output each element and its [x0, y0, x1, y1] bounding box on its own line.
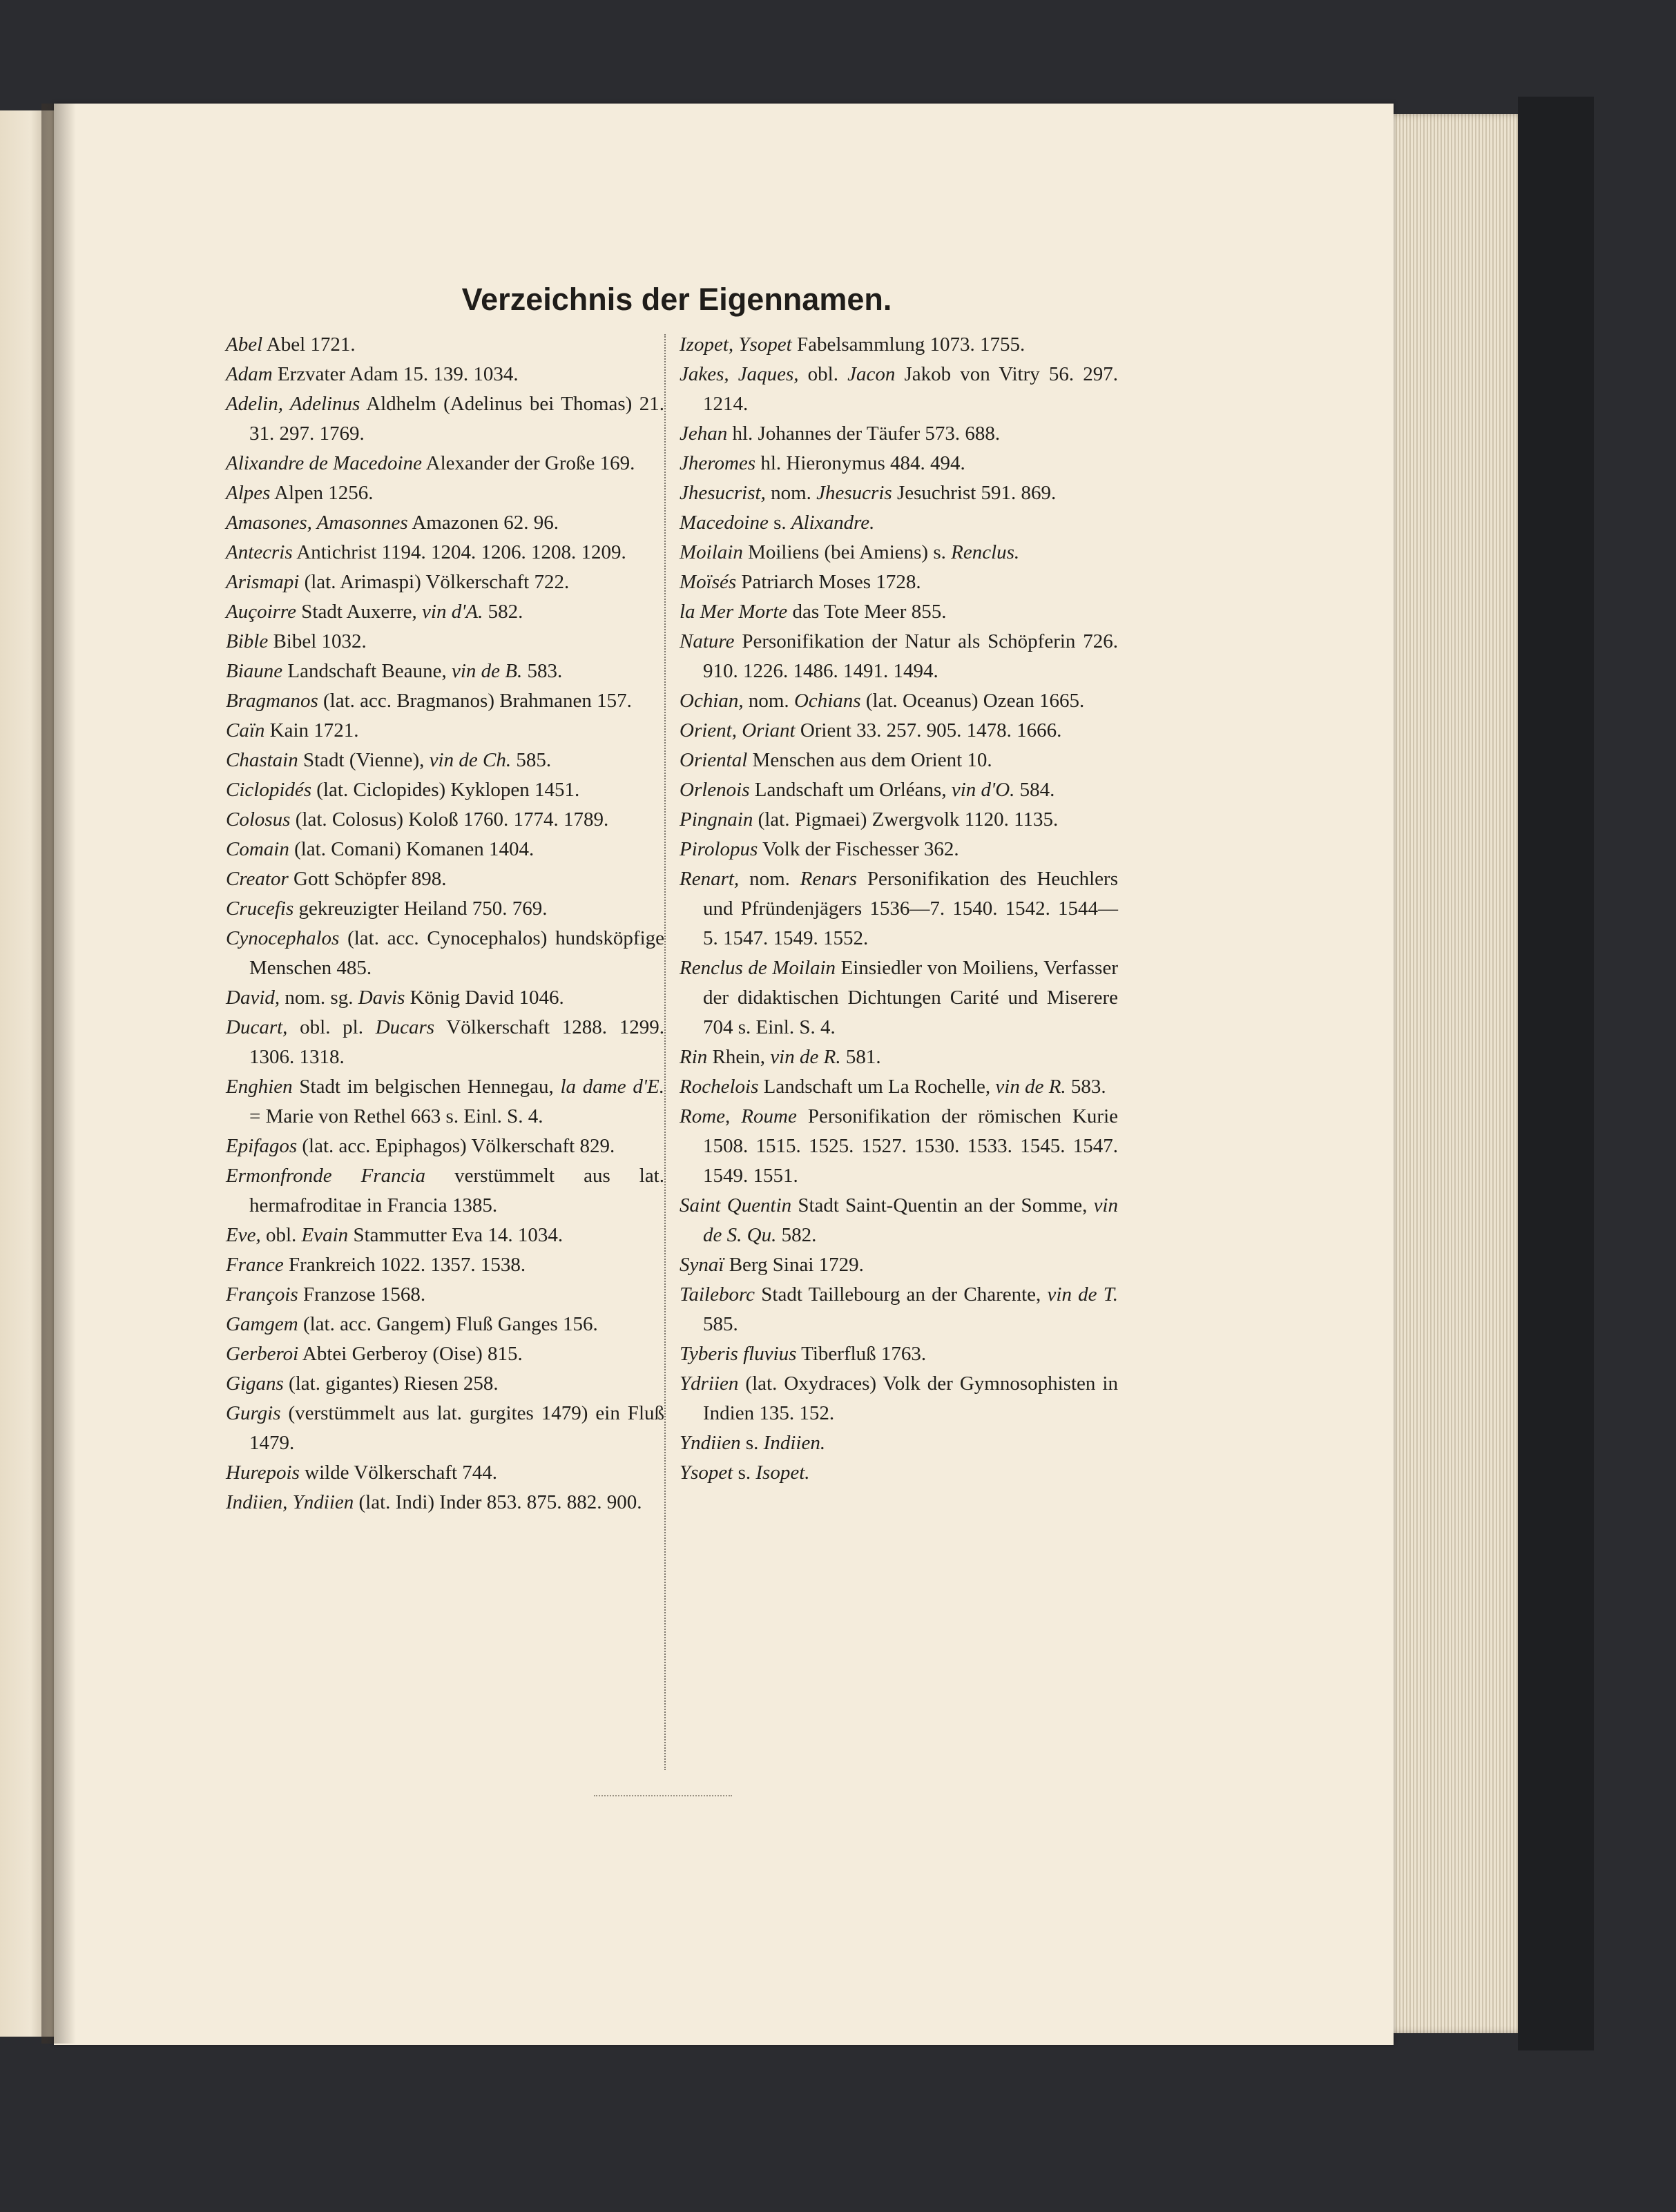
- index-entry: [680, 508, 1118, 538]
- entry-text-secondary: Jakob von Vitry 56. 297. 1214.: [703, 363, 1118, 415]
- entry-term-secondary: vin d'O.: [951, 779, 1015, 801]
- entry-term-secondary: Ochians: [793, 690, 861, 712]
- entry-term-secondary: Evain: [301, 1224, 349, 1246]
- entry-term: Jhesucrist,: [680, 482, 766, 504]
- index-entry: [226, 360, 664, 389]
- entry-text-secondary: = Marie von Rethel 663 s. Einl. S. 4.: [249, 1105, 543, 1127]
- entry-term: Colosus: [226, 808, 291, 831]
- entry-term-secondary: Alixandre.: [791, 512, 875, 534]
- entry-term-secondary: Indiien.: [763, 1432, 826, 1454]
- entry-text: Kain 1721.: [264, 719, 359, 741]
- spine-shadow: [41, 104, 76, 2044]
- entry-term: Izopet, Ysopet: [680, 333, 792, 356]
- entry-text: obl. pl.: [287, 1016, 376, 1038]
- entry-term: Crucefis: [226, 898, 294, 920]
- entry-text: (lat. Comani) Komanen 1404.: [289, 838, 534, 860]
- entry-text-secondary: 582.: [483, 601, 523, 623]
- index-entry: [226, 1339, 664, 1369]
- entry-term: Amasones, Amasonnes: [226, 512, 408, 534]
- entry-term: Abel: [226, 333, 263, 356]
- entry-text: Gott Schöpfer 898.: [288, 868, 447, 890]
- entry-text: wilde Völkerschaft 744.: [299, 1462, 498, 1484]
- entry-text: Antichrist 1194. 1204. 1206. 1208. 1209.: [292, 541, 626, 563]
- entry-term: Oriental: [680, 749, 748, 771]
- index-entry: [226, 924, 664, 983]
- index-entry: [226, 1250, 664, 1280]
- entry-term: Ermonfronde Francia: [226, 1165, 426, 1187]
- entry-text: (lat. Arimaspi) Völkerschaft 722.: [299, 571, 570, 593]
- entry-text: (lat. Pigmaei) Zwergvolk 1120. 1135.: [753, 808, 1059, 831]
- entry-term: Ysopet: [680, 1462, 733, 1484]
- index-entry: [680, 775, 1118, 805]
- index-entry: [226, 508, 664, 538]
- entry-text: Bibel 1032.: [268, 630, 367, 652]
- left-column: [226, 330, 664, 1517]
- index-entry: [226, 389, 664, 449]
- entry-text: (lat. Oxydraces) Volk der Gymnosophisten in Indien 135. 152.: [703, 1372, 1118, 1424]
- entry-text: Alpen 1256.: [270, 482, 374, 504]
- index-entry: [226, 1369, 664, 1399]
- right-column: [680, 330, 1118, 1488]
- entry-term: Auçoirre: [226, 601, 297, 623]
- entry-text: hl. Johannes der Täufer 573. 688.: [727, 423, 1001, 445]
- entry-term: Ochian,: [680, 690, 744, 712]
- entry-text-secondary: Stammutter Eva 14. 1034.: [348, 1224, 564, 1246]
- entry-text-secondary: Personifikation des Heuchlers und Pfründenjägers 1536—7. 1540. 1542. 1544—5. 1547. 1549. 1552.: [703, 868, 1118, 949]
- entry-term: Rome, Roume: [680, 1105, 797, 1127]
- entry-term: Adam: [226, 363, 273, 385]
- index-entry: [680, 1428, 1118, 1458]
- entry-text: (lat. acc. Cynocephalos) hundsköpfige Menschen 485.: [249, 927, 664, 979]
- entry-term: Orient, Oriant: [680, 719, 796, 741]
- entry-text: obl.: [260, 1224, 302, 1246]
- entry-text: (lat. acc. Epiphagos) Völkerschaft 829.: [297, 1135, 615, 1157]
- entry-term: Moïsés: [680, 571, 737, 593]
- entry-text: nom.: [739, 868, 800, 890]
- entry-term: Synaï: [680, 1254, 724, 1276]
- index-entry: [680, 538, 1118, 567]
- index-entry: [226, 1161, 664, 1221]
- column-divider: [664, 334, 666, 1770]
- index-entry: [226, 1221, 664, 1250]
- entry-text-secondary: König David 1046.: [405, 987, 564, 1009]
- entry-term: la Mer Morte: [680, 601, 788, 623]
- entry-term-secondary: vin de T.: [1047, 1283, 1118, 1306]
- entry-text-secondary: 583.: [1066, 1076, 1106, 1098]
- index-entry: [226, 835, 664, 864]
- index-entry: [680, 597, 1118, 627]
- entry-text: Landschaft um La Rochelle,: [758, 1076, 996, 1098]
- entry-term: Pirolopus: [680, 838, 758, 860]
- entry-term: Tyberis fluvius: [680, 1343, 797, 1365]
- entry-text: Stadt im belgischen Hennegau,: [292, 1076, 561, 1098]
- entry-term: Jehan: [680, 423, 728, 445]
- index-entry: [680, 449, 1118, 478]
- entry-term: Gamgem: [226, 1313, 298, 1335]
- index-entry: [680, 805, 1118, 835]
- entry-term-secondary: Renars: [800, 868, 857, 890]
- entry-term: Antecris: [226, 541, 293, 563]
- index-entry: [680, 835, 1118, 864]
- index-entry: [226, 983, 664, 1013]
- entry-term: Ciclopidés: [226, 779, 312, 801]
- index-entry: [680, 1102, 1118, 1191]
- entry-term-secondary: Ducars: [375, 1016, 435, 1038]
- index-entry: [226, 746, 664, 775]
- index-entry: [680, 746, 1118, 775]
- entry-text: Orient 33. 257. 905. 1478. 1666.: [795, 719, 1062, 741]
- entry-text: Personifikation der römischen Kurie 1508. 1515. 1525. 1527. 1530. 1533. 1545. 1547. 1549. 1551.: [703, 1105, 1119, 1187]
- entry-text: Moiliens (bei Amiens) s.: [742, 541, 952, 563]
- index-entry: [226, 449, 664, 478]
- index-entry: [226, 538, 664, 567]
- entry-term: Enghien: [226, 1076, 293, 1098]
- entry-term-secondary: Davis: [358, 987, 405, 1009]
- entry-term: France: [226, 1254, 284, 1276]
- entry-term: Nature: [680, 630, 735, 652]
- page-block-edges: [1380, 114, 1518, 2033]
- index-entry: [226, 657, 664, 686]
- index-entry: [680, 1072, 1118, 1102]
- entry-text: gekreuzigter Heiland 750. 769.: [293, 898, 548, 920]
- entry-text: nom.: [765, 482, 817, 504]
- entry-term: Cynocephalos: [226, 927, 340, 949]
- index-entry: [680, 478, 1118, 508]
- entry-term-secondary: vin d'A.: [422, 601, 483, 623]
- index-entry: [226, 805, 664, 835]
- index-entry: [680, 360, 1118, 419]
- entry-text: (lat. Indi) Inder 853. 875. 882. 900.: [354, 1491, 642, 1513]
- index-entry: [226, 1488, 664, 1517]
- index-entry: [226, 894, 664, 924]
- entry-text: nom. sg.: [280, 987, 358, 1009]
- entry-text: Tiberfluß 1763.: [796, 1343, 927, 1365]
- index-entry: [680, 1191, 1118, 1250]
- index-entry: [226, 1399, 664, 1458]
- entry-text-secondary: 585.: [703, 1313, 738, 1335]
- entry-term: Renclus de Moilain: [680, 957, 836, 979]
- entry-term-secondary: Jacon: [847, 363, 896, 385]
- entry-text: (lat. Ciclopides) Kyklopen 1451.: [311, 779, 580, 801]
- entry-text: Berg Sinai 1729.: [724, 1254, 864, 1276]
- index-entry: [226, 1310, 664, 1339]
- entry-term: Rochelois: [680, 1076, 759, 1098]
- entry-term: Macedoine: [680, 512, 769, 534]
- entry-term: Caïn: [226, 719, 265, 741]
- index-entry: [226, 1458, 664, 1488]
- entry-term: Moilain: [680, 541, 743, 563]
- entry-text: das Tote Meer 855.: [787, 601, 947, 623]
- entry-term: Jakes, Jaques,: [680, 363, 799, 385]
- entry-term-secondary: vin de S. Qu.: [703, 1194, 1118, 1246]
- book-cover-edge: [1518, 97, 1594, 2050]
- entry-term-secondary: Jhesucris: [816, 482, 892, 504]
- entry-term: Adelin, Adelinus: [226, 393, 360, 415]
- entry-text-secondary: 584.: [1014, 779, 1055, 801]
- index-entry: [680, 686, 1118, 716]
- entry-term: Ydriien: [680, 1372, 739, 1395]
- entry-text: Franzose 1568.: [298, 1283, 426, 1306]
- entry-text: s.: [768, 512, 791, 534]
- entry-text-secondary: Jesuchrist 591. 869.: [892, 482, 1057, 504]
- entry-term: Alixandre de Macedoine: [226, 452, 422, 474]
- index-entry: [680, 1250, 1118, 1280]
- entry-text: hl. Hieronymus 484. 494.: [755, 452, 965, 474]
- entry-term: Bible: [226, 630, 269, 652]
- entry-text: Stadt Taillebourg an der Charente,: [755, 1283, 1048, 1306]
- entry-text: Fabelsammlung 1073. 1755.: [791, 333, 1025, 356]
- entry-term: Jheromes: [680, 452, 756, 474]
- entry-text: Abtei Gerberoy (Oise) 815.: [298, 1343, 523, 1365]
- index-entry: [226, 597, 664, 627]
- index-entry: [226, 686, 664, 716]
- entry-text-secondary: Völkerschaft 1288. 1299. 1306. 1318.: [249, 1016, 664, 1068]
- entry-text: Aldhelm (Adelinus bei Thomas) 21. 31. 297. 1769.: [249, 393, 664, 445]
- entry-text: (lat. acc. Bragmanos) Brahmanen 157.: [318, 690, 632, 712]
- entry-term: Biaune: [226, 660, 283, 682]
- index-entry: [226, 478, 664, 508]
- entry-term: Bragmanos: [226, 690, 318, 712]
- entry-term: Arismapi: [226, 571, 300, 593]
- entry-term-secondary: vin de R.: [995, 1076, 1066, 1098]
- entry-term: Comain: [226, 838, 289, 860]
- entry-term: Hurepois: [226, 1462, 300, 1484]
- entry-term: Rin: [680, 1046, 708, 1068]
- entry-text: Personifikation der Natur als Schöpferin 726. 910. 1226. 1486. 1491. 1494.: [703, 630, 1118, 682]
- index-entry: [226, 330, 664, 360]
- entry-text: Stadt Auxerre,: [296, 601, 423, 623]
- index-entry: [226, 1013, 664, 1072]
- entry-text: Abel 1721.: [262, 333, 356, 356]
- entry-term-secondary: Renclus.: [951, 541, 1020, 563]
- entry-term: Saint Quentin: [680, 1194, 792, 1216]
- index-entry: [680, 419, 1118, 449]
- entry-text: (lat. gigantes) Riesen 258.: [283, 1372, 499, 1395]
- entry-text: Einsiedler von Moiliens, Verfasser der didaktischen Dichtungen Carité und Miserere 704 s. Einl. S. 4.: [703, 957, 1118, 1038]
- entry-text: Menschen aus dem Orient 10.: [747, 749, 992, 771]
- index-entry: [226, 775, 664, 805]
- entry-text: Amazonen 62. 96.: [407, 512, 559, 534]
- entry-term: Taileborc: [680, 1283, 755, 1306]
- entry-text: Landschaft Beaune,: [282, 660, 452, 682]
- entry-term: Yndiien: [680, 1432, 741, 1454]
- page-title: Verzeichnis der Eigennamen.: [461, 282, 892, 317]
- entry-text: Frankreich 1022. 1357. 1538.: [283, 1254, 526, 1276]
- entry-term: David,: [226, 987, 280, 1009]
- entry-text: Alexander der Große 169.: [421, 452, 635, 474]
- entry-text: s.: [740, 1432, 764, 1454]
- entry-term: Eve,: [226, 1224, 261, 1246]
- entry-term: Alpes: [226, 482, 271, 504]
- entry-text-secondary: (lat. Oceanus) Ozean 1665.: [860, 690, 1085, 712]
- index-entry: [226, 1132, 664, 1161]
- index-entry: [226, 716, 664, 746]
- entry-term: Creator: [226, 868, 289, 890]
- entry-term: Gigans: [226, 1372, 284, 1395]
- entry-term-secondary: Isopet.: [755, 1462, 810, 1484]
- entry-term: Gurgis: [226, 1402, 281, 1424]
- index-entry: [680, 1458, 1118, 1488]
- entry-term: Chastain: [226, 749, 298, 771]
- entry-text: Erzvater Adam 15. 139. 1034.: [272, 363, 519, 385]
- entry-text: nom.: [743, 690, 794, 712]
- entry-term-secondary: vin de Ch.: [429, 749, 512, 771]
- entry-text: (lat. acc. Gangem) Fluß Ganges 156.: [298, 1313, 598, 1335]
- index-entry: [680, 1339, 1118, 1369]
- entry-text: (verstümmelt aus lat. gurgites 1479) ein Fluß 1479.: [249, 1402, 664, 1454]
- entry-term: Pingnain: [680, 808, 753, 831]
- entry-text-secondary: 582.: [776, 1224, 817, 1246]
- entry-term: Epifagos: [226, 1135, 298, 1157]
- index-entry: [680, 953, 1118, 1042]
- entry-text: (lat. Colosus) Koloß 1760. 1774. 1789.: [290, 808, 609, 831]
- index-entry: [226, 1280, 664, 1310]
- entry-text: Rhein,: [707, 1046, 771, 1068]
- index-entry: [226, 627, 664, 657]
- index-entry: [680, 330, 1118, 360]
- entry-text: Volk der Fischesser 362.: [758, 838, 959, 860]
- entry-text: verstümmelt aus lat. hermafroditae in Francia 1385.: [249, 1165, 664, 1216]
- entry-term: Renart,: [680, 868, 740, 890]
- entry-text-secondary: 581.: [840, 1046, 881, 1068]
- index-entry: [680, 567, 1118, 597]
- entry-term-secondary: la dame d'E.: [560, 1076, 664, 1098]
- entry-term: Gerberoi: [226, 1343, 299, 1365]
- entry-term: Orlenois: [680, 779, 750, 801]
- entry-text: Patriarch Moses 1728.: [736, 571, 921, 593]
- entry-term: Indiien, Yndiien: [226, 1491, 354, 1513]
- entry-text-secondary: 583.: [522, 660, 563, 682]
- entry-text: obl.: [798, 363, 848, 385]
- entry-term: François: [226, 1283, 298, 1306]
- entry-text-secondary: 585.: [511, 749, 552, 771]
- entry-text: s.: [733, 1462, 756, 1484]
- entry-text: Landschaft um Orléans,: [749, 779, 952, 801]
- index-entry: [680, 1280, 1118, 1339]
- entry-term: Ducart,: [226, 1016, 288, 1038]
- index-entry: [680, 1369, 1118, 1428]
- index-entry: [680, 1042, 1118, 1072]
- entry-term-secondary: vin de B.: [451, 660, 523, 682]
- entry-term-secondary: vin de R.: [770, 1046, 841, 1068]
- index-entry: [680, 627, 1118, 686]
- index-entry: [226, 1072, 664, 1132]
- entry-text: Stadt (Vienne),: [298, 749, 430, 771]
- index-entry: [680, 716, 1118, 746]
- entry-text: Stadt Saint-Quentin an der Somme,: [791, 1194, 1094, 1216]
- index-entry: [226, 567, 664, 597]
- index-entry: [226, 864, 664, 894]
- bottom-divider: [594, 1795, 732, 1796]
- index-entry: [680, 864, 1118, 953]
